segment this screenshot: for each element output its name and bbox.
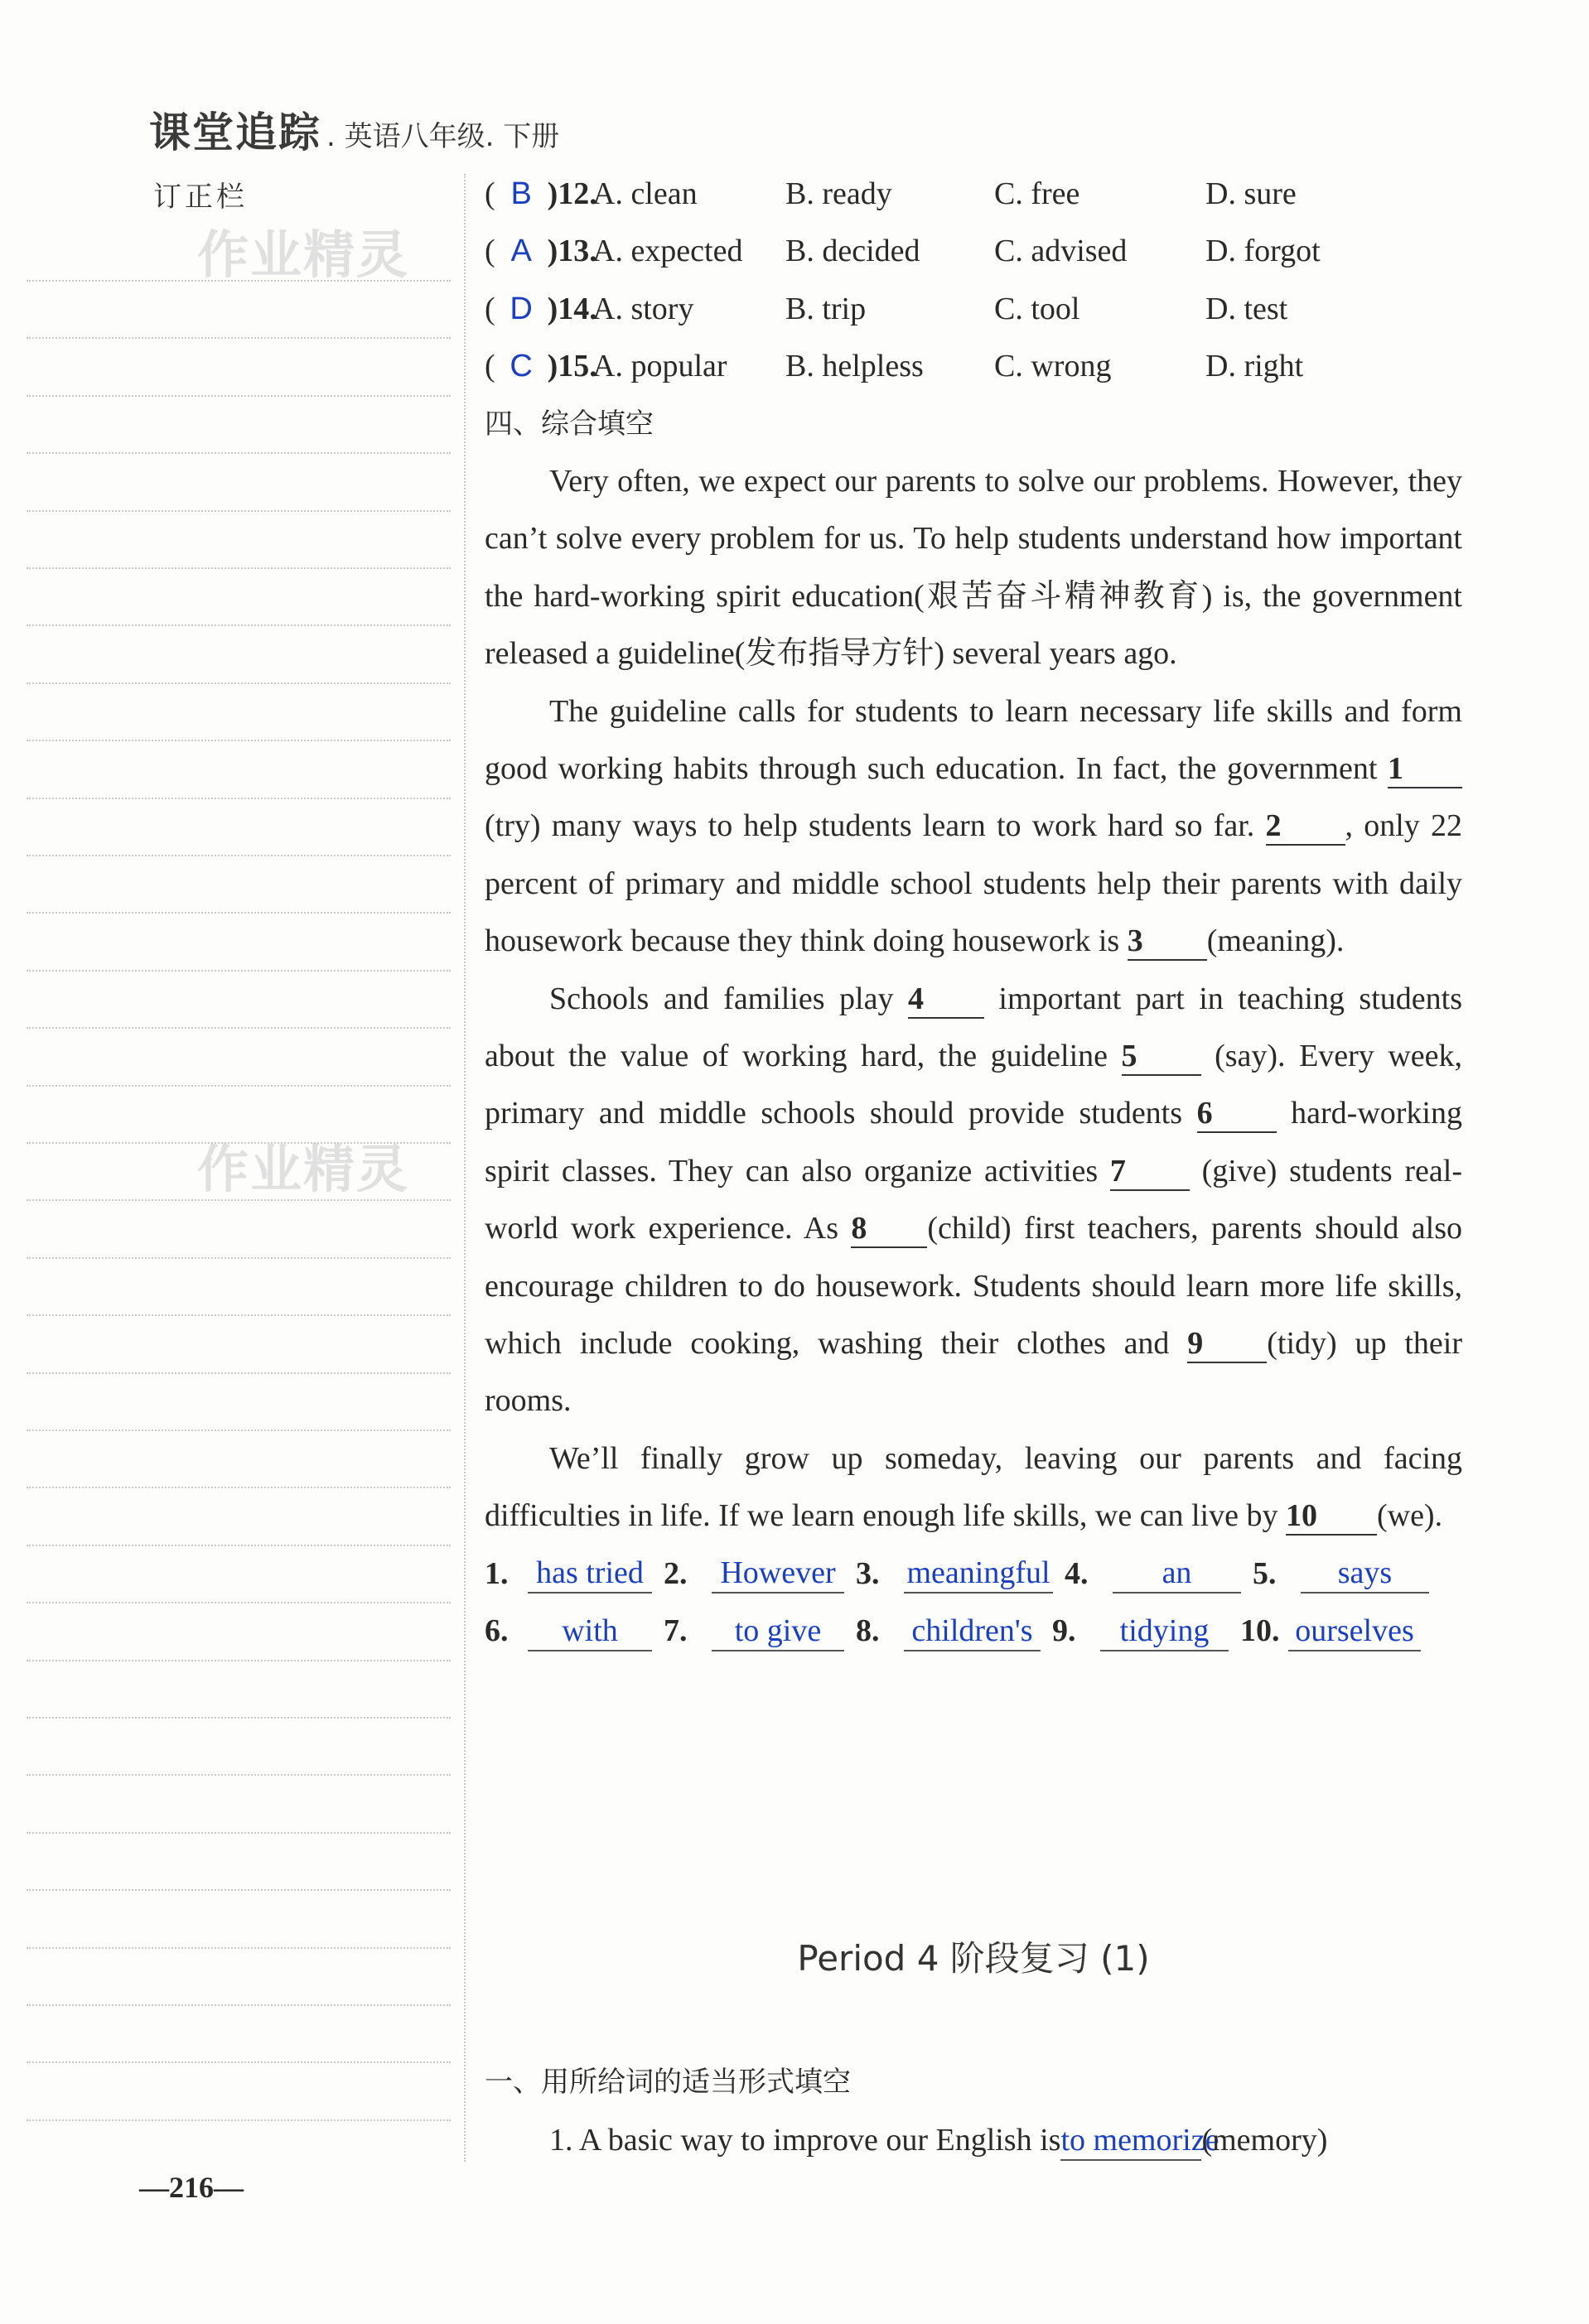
correction-line [27,2004,451,2006]
question-number: )15. [547,349,597,384]
answer-value: ourselves [1288,1612,1421,1651]
blank-3: 3 [1128,923,1207,961]
book-subtitle: . 英语八年级. 下册 [326,120,560,153]
option-d: D. sure [1205,176,1297,211]
correction-line [27,1717,451,1719]
blank-9: 9 [1187,1325,1267,1363]
answer-value: to give [712,1612,844,1651]
choice-answer: A [510,234,532,269]
column-divider [464,174,466,2162]
section-title: 四、综合填空 [485,407,654,441]
correction-line [27,395,451,397]
correction-line [27,855,451,856]
correction-line [27,1545,451,1546]
page-header [149,101,559,159]
blank-5: 5 [1122,1038,1201,1076]
correction-line [27,1085,451,1087]
brand-logo: 课堂追踪 [149,108,321,157]
blank-7: 7 [1110,1153,1190,1191]
option-c: C. tool [994,291,1080,326]
option-c: C. advised [994,234,1128,269]
blank-8: 8 [851,1210,927,1248]
option-a: A. expected [592,234,743,269]
answer-number: 8. [856,1613,880,1649]
correction-line [27,1257,451,1259]
correction-line [27,1027,451,1029]
correction-line [27,280,451,282]
question-number: )12. [547,176,597,211]
correction-line [27,682,451,684]
option-a: A. clean [592,176,698,211]
question-number: )13. [547,234,597,269]
correction-column-label: 订正栏 [153,181,248,214]
answer-row-1 [485,1545,1462,1603]
answer-number: 7. [664,1613,688,1649]
answer-value: children's [904,1612,1041,1651]
correction-line [27,912,451,914]
option-d: D. right [1205,349,1304,384]
choice-row [485,281,1462,338]
correction-line [27,2061,451,2063]
correction-line [27,1889,451,1891]
choice-row [485,166,1462,223]
question-number: )14. [547,291,597,326]
answer-value: However [712,1554,844,1594]
page-number: —216— [139,2171,244,2204]
correction-line [27,2119,451,2121]
correction-line [27,970,451,972]
correction-line [27,452,451,454]
correction-line [27,1487,451,1488]
choice-answer: C [510,349,533,384]
correction-line [27,510,451,512]
correction-line [27,1314,451,1316]
correction-line [27,1660,451,1661]
choice-row [485,223,1462,280]
passage-paragraph-3: Schools and families play 4 important part in teaching students about the value of working hard, the guideline 5 (say). Every week, primary and middle schools should provide students 6 hard-working spirit classes. They can also organize activities 7 (give) students real-world work experience. As 8 (child) first teachers, parents should also encourage children to do housework. Students should learn more life skills, which include cooking, washing their clothes and 9 (tidy) up their rooms. [485,981,1463,1419]
answer-value: an [1113,1554,1241,1594]
correction-line [27,1142,451,1144]
blank-10: 10 [1286,1497,1377,1536]
passage-paragraph-4: We’ll finally grow up someday, leaving our parents and facing difficulties in life. If we learn enough life skills, we can live by 10 (we). [485,1430,1462,1545]
answer-bracket: ( B )12. [485,166,592,223]
option-c: C. free [994,176,1080,211]
correction-line [27,337,451,339]
answer-value: meaningful [904,1554,1053,1594]
question-1: 1. A basic way to improve our English isto memorize(memory) [549,2112,1327,2169]
answer-bracket: ( D )14. [485,281,592,338]
answer-value: with [528,1612,652,1651]
main-content [485,166,1463,2158]
choice-answer: B [510,176,532,211]
blank-6: 6 [1197,1095,1277,1133]
blank-2: 2 [1266,808,1345,846]
option-a: A. popular [592,349,727,384]
choice-row [485,338,1462,395]
option-b: B. trip [785,291,867,326]
option-d: D. forgot [1205,234,1321,269]
option-b: B. ready [785,176,892,211]
option-b: B. decided [785,234,920,269]
correction-line [27,1832,451,1834]
answer-number: 3. [856,1555,880,1591]
answer-number: 2. [664,1555,688,1591]
option-c: C. wrong [994,349,1112,384]
correction-line [27,1199,451,1201]
answer-value: has tried [528,1554,652,1594]
correction-line [27,624,451,626]
option-a: A. story [592,291,694,326]
answer-number: 9. [1052,1613,1076,1649]
correction-line [27,740,451,741]
multiple-choice-list [485,166,1462,396]
answer-number: 1. [485,1555,509,1591]
answer-number: 6. [485,1613,509,1649]
choice-answer: D [510,291,533,326]
correction-line [27,1430,451,1431]
blank-4: 4 [908,981,984,1019]
question-1-answer: to memorize [1060,2121,1201,2161]
answer-number: 10. [1240,1613,1280,1649]
correction-line [27,1372,451,1374]
period-title: Period 4 阶段复习 (1) [797,1938,1150,1979]
section-title-fill-in: 一、用所给词的适当形式填空 [485,2066,851,2099]
answer-bracket: ( C )15. [485,338,592,395]
passage-paragraph-1: Very often, we expect our parents to solve our problems. However, they can’t solve every problem for us. To help students understand how important the hard-working spirit education(艰苦奋斗精神教育) is, the government released a guideline(发布指导方针) several years ago. [485,463,1462,672]
option-d: D. test [1205,291,1288,326]
option-b: B. helpless [785,349,924,384]
answer-bracket: ( A )13. [485,223,592,280]
correction-line [27,798,451,799]
answer-number: 5. [1253,1555,1277,1591]
watermark-middle: 作业精灵 [197,1139,410,1199]
passage-paragraph-2: The guideline calls for students to learn necessary life skills and form good working habits through such education. In fact, the government 1(try) many ways to help students learn to work hard so far. 2 , only 22 percent of primary and middle school students help their parents with daily housework because they think doing housework is 3 (meaning). [485,683,1462,971]
correction-line [27,567,451,569]
correction-line [27,1774,451,1776]
answer-number: 4. [1065,1555,1089,1591]
correction-line [27,1602,451,1603]
blank-1: 1 [1388,750,1462,788]
answer-value: tidying [1100,1612,1229,1651]
answer-value: says [1301,1554,1429,1594]
correction-line [27,1947,451,1949]
watermark-top: 作业精灵 [197,224,410,285]
answer-row-2 [485,1603,1462,1660]
